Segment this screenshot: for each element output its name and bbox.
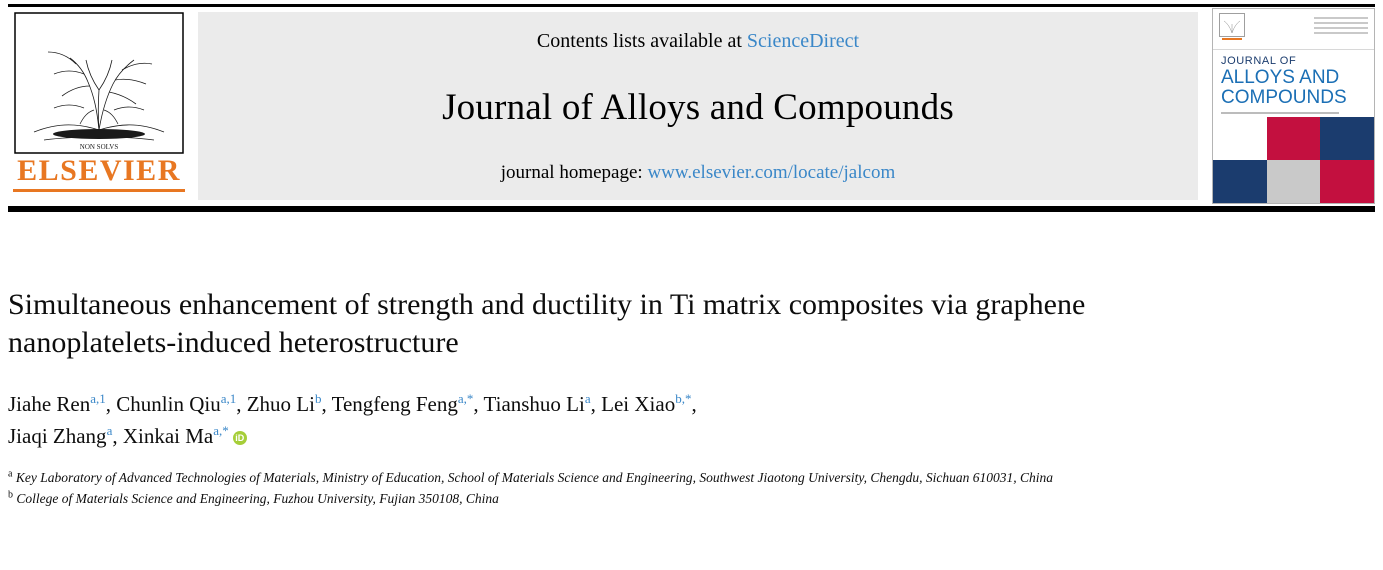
author-name: Xinkai Ma — [122, 424, 214, 448]
author-separator: , — [473, 392, 484, 416]
article-header — [8, 286, 1258, 510]
author-item[interactable] — [8, 392, 106, 416]
journal-homepage-prefix: journal homepage: — [500, 162, 648, 183]
author-item[interactable] — [332, 392, 474, 416]
affiliation-item — [8, 468, 1338, 487]
author-name: Jiaqi Zhang — [8, 424, 107, 448]
author-name: Lei Xiao — [601, 392, 676, 416]
masthead-bottom-rule — [8, 206, 1375, 212]
journal-masthead — [0, 0, 1383, 212]
author-affiliation-marks: a — [106, 423, 113, 438]
journal-cover-thumbnail[interactable] — [1212, 8, 1375, 204]
contents-lists-prefix: Contents lists available at — [536, 30, 747, 52]
author-separator: , — [236, 392, 247, 416]
author-affiliation-marks: a,* — [213, 423, 229, 438]
masthead-top-rule — [8, 4, 1375, 7]
journal-homepage-link[interactable]: www.elsevier.com/locate/jalcom — [647, 162, 896, 183]
author-affiliation-marks: b,* — [675, 391, 692, 406]
author-name: Chunlin Qiu — [116, 392, 221, 416]
affiliation-mark: a — [8, 468, 13, 480]
cover-header — [1213, 9, 1374, 50]
author-name: Jiahe Ren — [8, 392, 91, 416]
author-separator: , — [590, 392, 602, 416]
cover-color-grid — [1213, 117, 1374, 203]
author-name: Tengfeng Feng — [331, 392, 458, 416]
elsevier-wordmark: ELSEVIER — [17, 154, 181, 187]
affiliation-list — [8, 468, 1338, 508]
orcid-icon[interactable] — [233, 431, 247, 445]
affiliation-text: College of Materials Science and Engineering, Fuzhou University, Fujian 350108, China — [16, 491, 499, 506]
author-list — [8, 388, 1258, 452]
author-affiliation-marks: b — [314, 391, 322, 406]
journal-homepage-line — [501, 162, 895, 184]
author-affiliation-marks: a — [584, 391, 591, 406]
author-affiliation-marks: a,1 — [220, 391, 237, 406]
cover-line-journal-of: JOURNAL OF — [1221, 55, 1297, 67]
journal-title: Journal of Alloys and Compounds — [442, 87, 954, 128]
affiliation-mark: b — [8, 489, 13, 501]
author-name: Zhuo Li — [246, 392, 315, 416]
cover-elsevier-logo-icon — [1219, 13, 1245, 43]
contents-lists-line — [537, 30, 859, 53]
author-separator: , — [105, 392, 117, 416]
author-separator: , — [321, 392, 332, 416]
sciencedirect-link[interactable]: ScienceDirect — [746, 30, 860, 52]
author-separator: , — [691, 392, 697, 416]
affiliation-text: Key Laboratory of Advanced Technologies of Materials, Ministry of Education, School of Materials Science and Engineering, Southwest Jiaotong University, Chengdu, Sichuan 610031, China — [15, 470, 1053, 485]
cover-line-compounds: COMPOUNDS — [1221, 87, 1347, 108]
author-name: Tianshuo Li — [483, 392, 585, 416]
cover-line-alloys: ALLOYS AND — [1221, 67, 1340, 88]
cover-header-lines — [1314, 17, 1368, 37]
svg-text:NON SOLVS: NON SOLVS — [79, 143, 119, 151]
author-item[interactable] — [123, 424, 229, 448]
author-item[interactable] — [484, 392, 591, 416]
author-item[interactable] — [116, 392, 236, 416]
affiliation-item — [8, 489, 1338, 508]
elsevier-logo — [8, 12, 190, 202]
author-item[interactable] — [601, 392, 691, 416]
author-item[interactable] — [8, 424, 112, 448]
author-affiliation-marks: a,1 — [90, 391, 106, 406]
elsevier-underline — [13, 189, 185, 192]
author-separator: , — [112, 424, 123, 448]
author-item[interactable] — [247, 392, 322, 416]
author-affiliation-marks: a,* — [457, 391, 474, 406]
journal-banner — [198, 12, 1198, 200]
elsevier-tree-icon — [14, 12, 184, 154]
article-title: Simultaneous enhancement of strength and ductility in Ti matrix composites via graphene nanoplatelets-induced heterostructure — [8, 288, 1086, 359]
